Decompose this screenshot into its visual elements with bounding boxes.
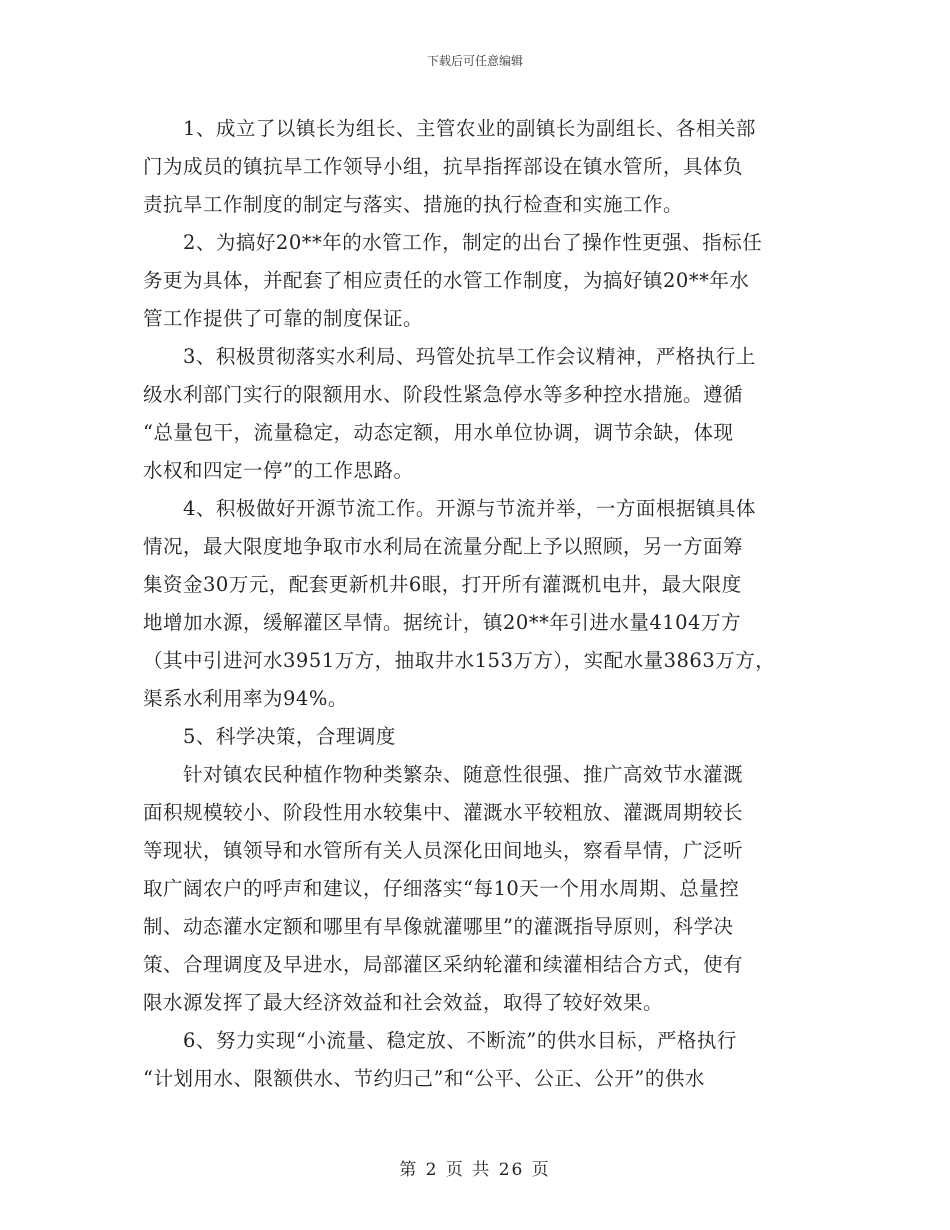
text-line: 地增加水源，缓解灌区旱情。据统计，镇20**年引进水量4104万方	[143, 611, 741, 634]
text-line: “总量包干，流量稳定，动态定额，用水单位协调，调节余缺，体现	[143, 421, 734, 444]
text-line: 制、动态灌水定额和哪里有旱像就灌哪里”的灌溉指导原则，科学决	[143, 915, 734, 938]
text-line: 3、积极贯彻落实水利局、玛管处抗旱工作会议精神，严格执行上	[143, 345, 756, 368]
document-body	[143, 110, 823, 1098]
text-line: 集资金30万元，配套更新机井6眼，打开所有灌溉机电井，最大限度	[143, 573, 742, 596]
text-line: 等现状，镇领导和水管所有关人员深化田间地头，察看旱情，广泛听	[143, 839, 744, 862]
text-line: 限水源发挥了最大经济效益和社会效益，取得了较好效果。	[143, 991, 664, 1014]
text-line: “计划用水、限额供水、节约归己”和“公平、公正、公开”的供水	[143, 1067, 705, 1090]
text-line: 5、科学决策，合理调度	[143, 725, 396, 748]
page-footer: 第 2 页 共 26 页	[399, 1160, 551, 1180]
text-line: 取广阔农户的呼声和建议，仔细落实“每10天一个用水周期、总量控	[143, 877, 740, 900]
text-line: 水权和四定一停”的工作思路。	[143, 459, 414, 482]
text-line: 渠系水利用率为94%。	[143, 687, 348, 710]
text-line: （其中引进河水3951万方，抽取井水153万方），实配水量3863万方，	[143, 649, 776, 672]
text-line: 面积规模较小、阶段性用水较集中、灌溉水平较粗放、灌溉周期较长	[143, 801, 744, 824]
page-header: 下载后可任意编辑	[426, 54, 523, 68]
text-line: 情况，最大限度地争取市水利局在流量分配上予以照顾，另一方面筹	[143, 535, 744, 558]
text-line: 务更为具体，并配套了相应责任的水管工作制度，为搞好镇20**年水	[143, 269, 750, 292]
text-line: 级水利部门实行的限额用水、阶段性紧急停水等多种控水措施。遵循	[143, 383, 744, 406]
text-line: 管工作提供了可靠的制度保证。	[143, 307, 424, 330]
text-line: 1、成立了以镇长为组长、主管农业的副镇长为副组长、各相关部	[143, 117, 756, 140]
text-line: 门为成员的镇抗旱工作领导小组，抗旱指挥部设在镇水管所，具体负	[143, 155, 744, 178]
text-line: 6、努力实现“小流量、稳定放、不断流”的供水目标，严格执行	[143, 1029, 737, 1052]
text-line: 2、为搞好20**年的水管工作，制定的出台了操作性更强、指标任	[143, 231, 763, 254]
text-line: 针对镇农民种植作物种类繁杂、随意性很强、推广高效节水灌溉	[143, 763, 744, 786]
text-line: 责抗旱工作制度的制定与落实、措施的执行检查和实施工作。	[143, 193, 684, 216]
text-line: 4、积极做好开源节流工作。开源与节流并举，一方面根据镇具体	[143, 497, 756, 520]
text-line: 策、合理调度及早进水，局部灌区采纳轮灌和续灌相结合方式，使有	[143, 953, 744, 976]
